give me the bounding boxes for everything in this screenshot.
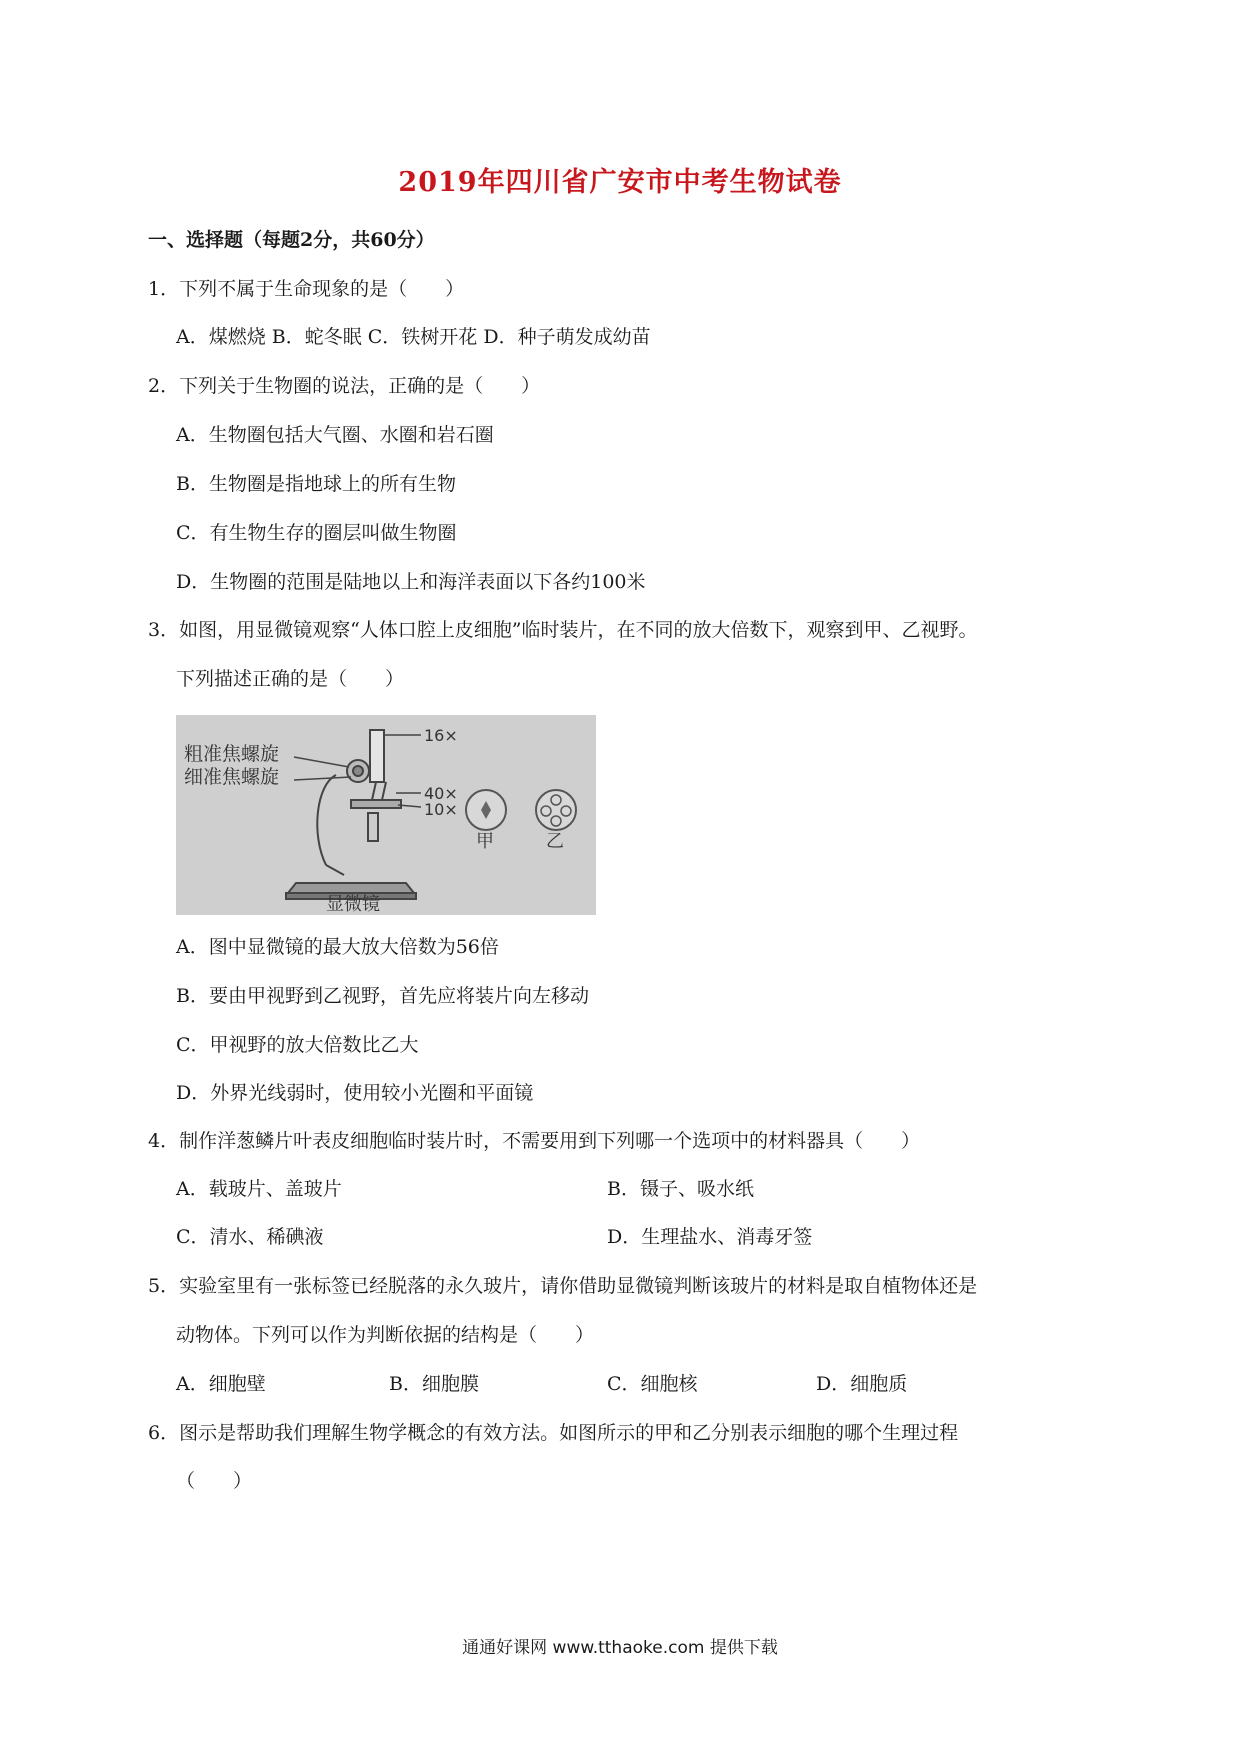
question-2-option-a: A．生物圈包括大气圈、水圈和岩石圈 [176, 424, 494, 446]
question-1-options: A．煤燃烧 B．蛇冬眠 C．铁树开花 D．种子萌发成幼苗 [176, 326, 651, 348]
question-2-option-d: D．生物圈的范围是陆地以上和海洋表面以下各约100米 [176, 571, 646, 593]
eyepiece-label: 16× [424, 726, 458, 745]
question-2-stem: 2．下列关于生物圈的说法，正确的是（ ） [148, 375, 541, 397]
question-4-option-c: C．清水、稀碘液 [176, 1226, 324, 1248]
page-title: 2019年四川省广安市中考生物试卷 [398, 167, 842, 198]
fine-focus-label: 细准焦螺旋 [184, 766, 280, 788]
question-2-option-c: C．有生物生存的圈层叫做生物圈 [176, 522, 457, 544]
question-4-stem: 4．制作洋葱鳞片叶表皮细胞临时装片时，不需要用到下列哪一个选项中的材料器具（ ） [148, 1130, 921, 1152]
question-2-option-b: B．生物圈是指地球上的所有生物 [176, 473, 456, 495]
question-3-option-b: B．要由甲视野到乙视野，首先应将装片向左移动 [176, 985, 589, 1007]
question-1-stem: 1．下列不属于生命现象的是（ ） [148, 278, 465, 300]
microscope-icon [286, 730, 416, 899]
question-5-option-b: B．细胞膜 [389, 1373, 479, 1395]
question-5-option-d: D．细胞质 [816, 1373, 908, 1395]
question-3-option-d: D．外界光线弱时，使用较小光圈和平面镜 [176, 1082, 534, 1104]
field-of-view-yi [536, 790, 576, 830]
objective-40-label: 40× [424, 784, 458, 803]
question-5-option-c: C．细胞核 [607, 1373, 698, 1395]
question-3-option-c: C．甲视野的放大倍数比乙大 [176, 1034, 419, 1056]
question-4-option-a: A．载玻片、盖玻片 [176, 1178, 342, 1200]
question-5-stem-line-2: 动物体。下列可以作为判断依据的结构是（ ） [176, 1324, 595, 1346]
question-4-option-b: B．镊子、吸水纸 [607, 1178, 754, 1200]
question-3-stem-line-1: 3．如图，用显微镜观察“人体口腔上皮细胞”临时装片，在不同的放大倍数下，观察到甲、乙视野。 [148, 619, 978, 641]
section-heading: 一、选择题（每题2分，共60分） [148, 229, 435, 251]
microscope-diagram [176, 715, 596, 915]
question-3-stem-line-2: 下列描述正确的是（ ） [176, 668, 405, 690]
question-6-stem-line-2: （ ） [176, 1470, 253, 1492]
field-yi-label: 乙 [546, 831, 564, 852]
question-4-option-d: D．生理盐水、消毒牙签 [607, 1226, 813, 1248]
microscope-caption: 显微镜 [326, 894, 380, 915]
question-5-stem-line-1: 5．实验室里有一张标签已经脱落的永久玻片，请你借助显微镜判断该玻片的材料是取自植物体还是 [148, 1275, 978, 1297]
question-3-option-a: A．图中显微镜的最大放大倍数为56倍 [176, 936, 499, 958]
field-jia-label: 甲 [476, 831, 494, 852]
page-footer: 通通好课网 www.tthaoke.com 提供下载 [462, 1638, 778, 1658]
objective-10-label: 10× [424, 800, 458, 819]
microscope-figure [176, 715, 596, 915]
question-5-option-a: A．细胞壁 [176, 1373, 266, 1395]
question-6-stem-line-1: 6．图示是帮助我们理解生物学概念的有效方法。如图所示的甲和乙分别表示细胞的哪个生理过程 [148, 1422, 959, 1444]
coarse-focus-label: 粗准焦螺旋 [184, 743, 280, 765]
